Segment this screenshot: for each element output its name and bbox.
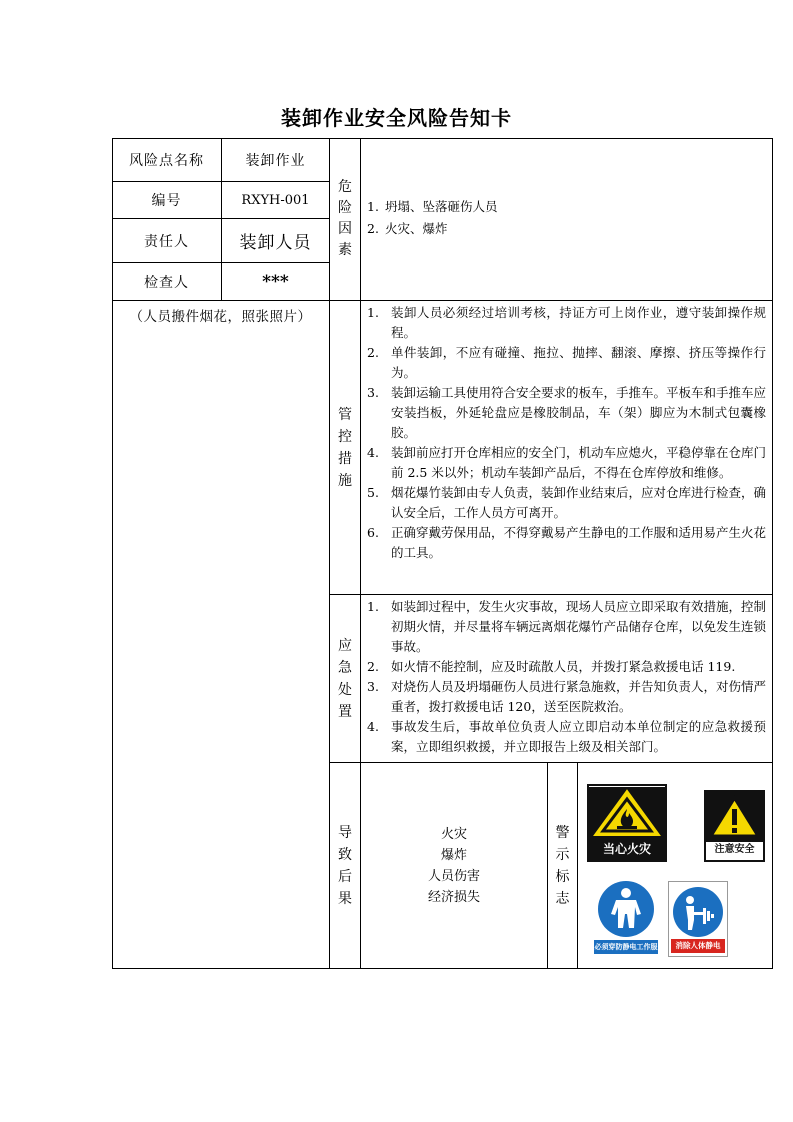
inspector-value: *** <box>222 263 330 301</box>
code-value: RXYH-001 <box>222 182 330 219</box>
emergency-item: 2. 如火情不能控制，应及时疏散人员，并拨打紧急救援电话 119. <box>367 659 736 674</box>
hazard-item: 1. 坍塌、坠落砸伤人员 <box>367 199 498 214</box>
antistatic-clothing-sign <box>594 880 658 954</box>
photo-note: （人员搬件烟花，照张照片） <box>129 309 312 325</box>
hazard-label: 危 险 因 素 <box>330 138 361 301</box>
caution-sign <box>704 790 765 862</box>
consequence-label: 导 致 后 果 <box>330 763 361 969</box>
photo-area <box>112 301 330 969</box>
emergency-item: 1. 如装卸过程中，发生火灾事故，现场人员应立即采取有效措施，控制初期火情，并尽量将车辆远离烟花爆竹产品储存仓库，以免发生连锁事故。 <box>367 599 767 654</box>
code-label: 编号 <box>112 182 222 219</box>
risk-point-label: 风险点名称 <box>112 138 222 182</box>
control-item: 4. 装卸前应打开仓库相应的安全门，机动车应熄火，平稳停靠在仓库门前 2.5 米以外；机动车装卸产品后，不得在仓库停放和维修。 <box>367 445 767 480</box>
risk-card <box>112 138 773 969</box>
hazard-content <box>361 138 773 301</box>
caution-sign-text: 注意安全 <box>714 844 755 855</box>
antistatic-sign-text: 必须穿防静电工作服 <box>594 940 658 954</box>
control-label: 管 控 措 施 <box>330 301 361 595</box>
exclamation-triangle-icon <box>706 792 763 842</box>
emergency-item: 4. 事故发生后，事故单位负责人应立即启动本单位制定的应急救援预案，立即组织救援，并立即报告上级及相关部门。 <box>367 719 766 754</box>
consequence-item: 爆炸 <box>440 847 467 863</box>
discharge-sign-text: 消除人体静电 <box>671 939 725 953</box>
risk-point-value: 装卸作业 <box>222 138 330 182</box>
protective-suit-icon <box>594 880 658 938</box>
consequence-item: 人员伤害 <box>427 868 480 884</box>
emergency-label: 应 急 处 置 <box>330 595 361 763</box>
emergency-item: 3. 对烧伤人员及坍塌砸伤人员进行紧急施救，并告知负责人，对伤情严重者，拨打救援电话 120，送至医院救治。 <box>367 679 767 714</box>
emergency-content <box>361 595 773 763</box>
warning-signs <box>578 763 773 969</box>
control-item: 6. 正确穿戴劳保用品，不得穿戴易产生静电的工作服和适用易产生火花的工具。 <box>367 525 767 560</box>
discharge-icon <box>669 884 727 940</box>
control-content <box>361 301 773 595</box>
control-item: 3. 装卸运输工具使用符合安全要求的板车，手推车。平板车和手推车应安装挡板，外延轮盘应是橡胶制品，车（架）脚应为木制式包囊橡胶。 <box>367 385 767 440</box>
discharge-static-sign <box>668 881 728 957</box>
warning-label: 警 示 标 志 <box>548 763 578 969</box>
hazard-item: 2. 火灾、爆炸 <box>367 221 448 236</box>
consequence-item: 经济损失 <box>427 889 480 905</box>
control-item: 1. 装卸人员必须经过培训考核，持证方可上岗作业，遵守装卸操作规程。 <box>367 305 766 340</box>
fire-warning-sign <box>587 784 667 862</box>
responsible-value: 装卸人员 <box>222 219 330 263</box>
inspector-label: 检查人 <box>112 263 222 301</box>
consequence-item: 火灾 <box>440 826 467 842</box>
page-title: 装卸作业安全风险告知卡 <box>281 106 512 130</box>
fire-sign-text: 当心火灾 <box>589 838 665 860</box>
control-item: 2. 单件装卸，不应有碰撞、拖拉、抛摔、翻滚、摩擦、挤压等操作行为。 <box>367 345 766 380</box>
responsible-label: 责任人 <box>112 219 222 263</box>
consequence-content <box>361 763 548 969</box>
flame-triangle-icon <box>589 787 665 839</box>
control-item: 5. 烟花爆竹装卸由专人负责，装卸作业结束后，应对仓库进行检查，确认安全后，工作人员方可离开。 <box>367 485 767 520</box>
